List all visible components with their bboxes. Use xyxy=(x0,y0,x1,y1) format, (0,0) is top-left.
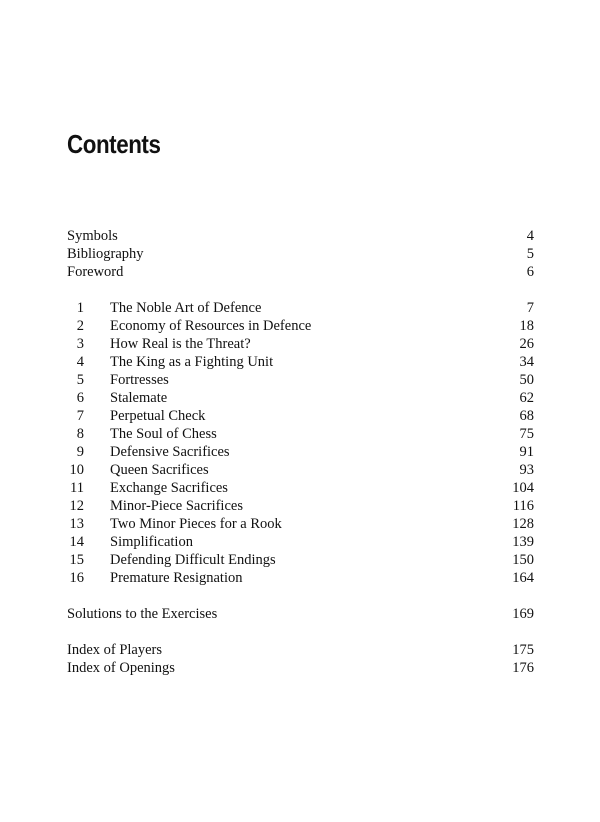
chapter-title: How Real is the Threat? xyxy=(110,336,251,352)
chapter-page: 68 xyxy=(519,408,534,424)
index-list xyxy=(67,641,534,677)
chapter-number: 12 xyxy=(69,498,84,514)
toc-entry-title: Index of Openings xyxy=(67,660,175,676)
toc-entry-solutions xyxy=(67,605,534,623)
chapter-entry xyxy=(67,497,534,515)
chapter-entry xyxy=(67,461,534,479)
chapter-page: 91 xyxy=(519,444,534,460)
chapter-number: 16 xyxy=(69,570,84,586)
chapter-title: Defensive Sacrifices xyxy=(110,444,230,460)
chapter-page: 128 xyxy=(512,516,534,532)
chapter-number: 13 xyxy=(69,516,84,532)
toc-entry-foreword xyxy=(67,263,534,281)
chapter-title: The Soul of Chess xyxy=(110,426,217,442)
chapter-number: 1 xyxy=(76,300,84,316)
toc-entry-page: 4 xyxy=(526,228,534,244)
chapter-title: Queen Sacrifices xyxy=(110,462,209,478)
chapter-entry xyxy=(67,479,534,497)
toc-entry-page: 176 xyxy=(512,660,534,676)
chapter-number: 8 xyxy=(76,426,84,442)
toc-entry-page: 5 xyxy=(526,246,534,262)
chapter-entry xyxy=(67,335,534,353)
chapter-page: 116 xyxy=(512,498,534,514)
chapter-number: 7 xyxy=(76,408,84,424)
chapter-page: 164 xyxy=(512,570,534,586)
chapter-page: 104 xyxy=(512,480,534,496)
chapter-entry xyxy=(67,353,534,371)
chapter-number: 15 xyxy=(69,552,84,568)
toc-entry-bibliography xyxy=(67,245,534,263)
chapter-title: Simplification xyxy=(110,534,193,550)
chapter-entry xyxy=(67,533,534,551)
chapter-entry xyxy=(67,425,534,443)
toc-entry-symbols xyxy=(67,227,534,245)
chapter-number: 11 xyxy=(70,480,84,496)
chapter-number: 2 xyxy=(76,318,84,334)
chapter-title: Exchange Sacrifices xyxy=(110,480,228,496)
toc-entry-title: Index of Players xyxy=(67,642,163,658)
page-title: Contents xyxy=(67,129,161,159)
chapter-title: Fortresses xyxy=(110,372,169,388)
chapter-page: 150 xyxy=(512,552,534,568)
front-matter-list xyxy=(67,227,534,281)
chapter-entry xyxy=(67,299,534,317)
solutions-section xyxy=(67,605,534,623)
chapter-title: Stalemate xyxy=(110,390,168,406)
toc-entry-page: 6 xyxy=(526,264,534,280)
toc-entry-page: 169 xyxy=(512,606,534,622)
toc-entry-title: Solutions to the Exercises xyxy=(67,606,218,622)
toc-entry-page: 175 xyxy=(512,642,534,658)
toc-entry-title: Symbols xyxy=(67,228,118,244)
toc-entry-title: Bibliography xyxy=(67,246,144,262)
chapter-title: Economy of Resources in Defence xyxy=(110,318,312,334)
chapter-title: Perpetual Check xyxy=(110,408,206,424)
chapter-page: 62 xyxy=(519,390,534,406)
chapter-entry xyxy=(67,317,534,335)
chapter-number: 5 xyxy=(76,372,84,388)
chapter-number: 9 xyxy=(76,444,84,460)
chapter-title: Minor-Piece Sacrifices xyxy=(110,498,243,514)
chapter-entry xyxy=(67,407,534,425)
chapter-title: Premature Resignation xyxy=(110,570,243,586)
chapter-entry xyxy=(67,515,534,533)
chapter-page: 50 xyxy=(519,372,534,388)
toc-entry-index-openings xyxy=(67,659,534,677)
chapter-page: 7 xyxy=(526,300,534,316)
chapter-number: 10 xyxy=(69,462,84,478)
chapter-list xyxy=(67,299,534,587)
chapter-entry xyxy=(67,371,534,389)
chapter-number: 3 xyxy=(76,336,84,352)
chapter-number: 6 xyxy=(76,390,84,406)
chapter-page: 139 xyxy=(512,534,534,550)
chapter-page: 34 xyxy=(519,354,534,370)
chapter-page: 26 xyxy=(519,336,534,352)
chapter-title: The King as a Fighting Unit xyxy=(110,354,274,370)
chapter-title: The Noble Art of Defence xyxy=(110,300,262,316)
chapter-page: 75 xyxy=(519,426,534,442)
chapter-title: Defending Difficult Endings xyxy=(110,552,276,568)
toc-entry-title: Foreword xyxy=(67,264,124,280)
chapter-page: 18 xyxy=(519,318,534,334)
chapter-number: 4 xyxy=(76,354,84,370)
chapter-number: 14 xyxy=(69,534,84,550)
chapter-entry xyxy=(67,389,534,407)
chapter-entry xyxy=(67,443,534,461)
chapter-title: Two Minor Pieces for a Rook xyxy=(110,516,282,532)
toc-entry-index-players xyxy=(67,641,534,659)
chapter-page: 93 xyxy=(519,462,534,478)
chapter-entry xyxy=(67,569,534,587)
chapter-entry xyxy=(67,551,534,569)
